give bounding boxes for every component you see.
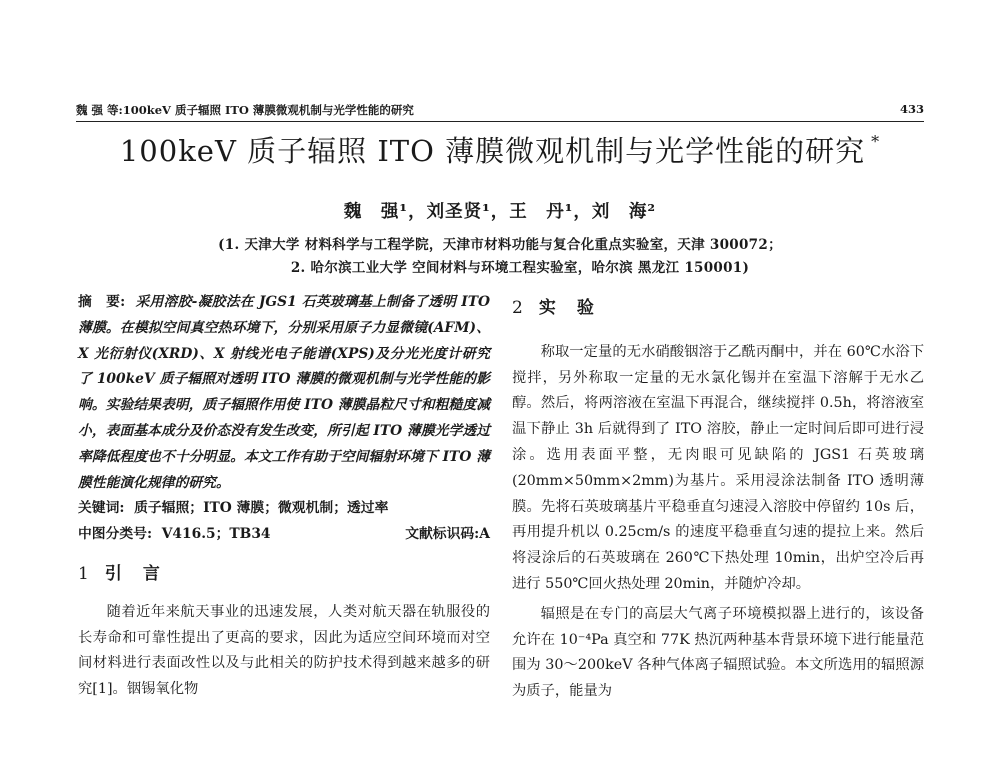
left-column	[78, 290, 490, 703]
running-header	[76, 99, 924, 122]
right-column	[512, 290, 924, 705]
section-title: 实 验	[538, 298, 596, 318]
page-number: 433	[899, 102, 924, 116]
doc-code-value: A	[479, 526, 490, 543]
keywords	[78, 496, 490, 522]
keywords-text: 质子辐照；ITO 薄膜；微观机制；透过率	[134, 500, 389, 517]
abstract-label: 摘 要:	[78, 294, 126, 310]
doc-code-label: 文献标识码:	[405, 526, 480, 543]
affiliation-1: (1. 天津大学 材料科学与工程学院，天津市材料功能与复合化重点实验室，天津 300072；	[218, 237, 782, 253]
section-number: 1	[78, 563, 91, 584]
abstract	[78, 290, 490, 496]
document-code	[405, 522, 490, 548]
section-heading-experiment	[512, 296, 924, 322]
section-title: 引 言	[104, 563, 162, 584]
affiliation-2: 2. 哈尔滨工业大学 空间材料与环境工程实验室，哈尔滨 黑龙江 150001)	[290, 260, 750, 276]
section-heading-introduction	[78, 562, 490, 588]
title-footnote-mark: *	[871, 132, 881, 151]
paper-title	[0, 129, 1000, 170]
experiment-paragraph: 辐照是在专门的高层大气离子环境模拟器上进行的，该设备允许在 10⁻⁴Pa 真空和 77K 热沉两种基本背景环境下进行能量范围为 30～200keV 各种气体离子辐照试验。本文所选用的辐照源为质子，能量为	[512, 605, 924, 700]
clc-value: V416.5；TB34	[161, 526, 271, 543]
clc-label: 中图分类号:	[78, 526, 153, 543]
introduction-paragraph: 随着近年来航天事业的迅速发展，人类对航天器在轨服役的长寿命和可靠性提出了更高的要求，因此为适应空间环境而对空间材料进行表面改性以及与此相关的防护技术得到越来越多的研究[1]。铟锡氧化物	[78, 603, 490, 698]
keywords-label: 关键词:	[78, 500, 125, 517]
author-list: 魏 强¹，刘圣贤¹，王 丹¹，刘 海²	[343, 202, 657, 222]
classification-line	[78, 522, 490, 548]
running-header-authors-title: 魏 强 等:100keV 质子辐照 ITO 薄膜微观机制与光学性能的研究	[76, 103, 414, 117]
clc-code	[78, 522, 271, 548]
paper-title-text: 100keV 质子辐照 ITO 薄膜微观机制与光学性能的研究	[119, 134, 866, 168]
section-number: 2	[512, 298, 525, 318]
experiment-paragraph: 称取一定量的无水硝酸铟溶于乙酰丙酮中，并在 60℃水浴下搅拌，另外称取一定量的无水氯化锡并在室温下溶解于无水乙醇。然后，将两溶液在室温下再混合，继续搅拌 0.5h，将溶液室温下静止 3h 后就得到了 ITO 溶胶，静止一定时间后即可进行浸涂。选用表面平整，无肉眼可见缺陷的 JGS1 石英玻璃(20mm×50mm×2mm)为基片。采用浸涂法制备 ITO 透明薄膜。先将石英玻璃基片平稳垂直匀速浸入溶胶中停留约 10s 后，再用提升机以 0.25cm/s 的速度平稳垂直匀速的提拉上来。然后将浸涂后的石英玻璃在 260℃下热处理 10min，出炉空冷后再进行 550℃回火热处理 20min，并随炉冷却。	[512, 343, 924, 592]
abstract-text: 采用溶胶-凝胶法在 JGS1 石英玻璃基上制备了透明 ITO 薄膜。在模拟空间真空热环境下，分别采用原子力显微镜(AFM)、X 光衍射仪(XRD)、X 射线光电子能谱(XPS)及分光光度计研究了 100keV 质子辐照对透明 ITO 薄膜的微观机制与光学性能的影响。实验结果表明，质子辐照作用使 ITO 薄膜晶粒尺寸和粗糙度减小，表面基本成分及价态没有发生改变，所引起 ITO 薄膜光学透过率降低程度也不十分明显。本文工作有助于空间辐射环境下 ITO 薄膜性能演化规律的研究。	[78, 294, 491, 491]
